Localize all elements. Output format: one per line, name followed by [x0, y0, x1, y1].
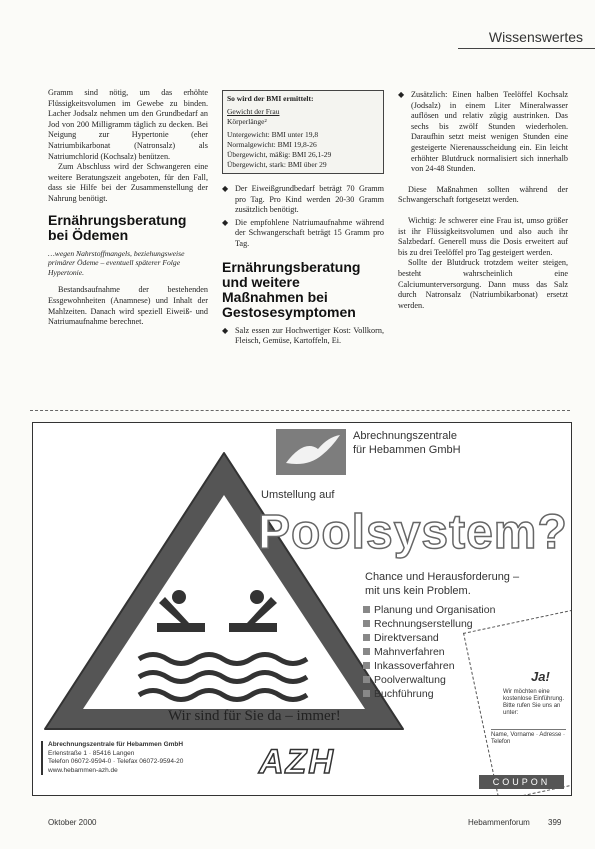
chance-line-1: Chance und Herausforderung – [365, 571, 520, 583]
coupon-fields: Name, Vorname · Adresse · Telefon [491, 729, 566, 746]
bmi-row: Untergewicht: BMI unter 19,8 [227, 130, 319, 139]
service-label: Inkassoverfahren [374, 660, 455, 672]
warning-triangle-icon [39, 447, 409, 737]
bullet-square-icon [363, 676, 370, 683]
bullet-list [222, 326, 384, 347]
column-2 [222, 90, 384, 349]
azh-logo: AZH [259, 743, 335, 781]
bullet-square-icon [363, 634, 370, 641]
bmi-row: Übergewicht, stark: BMI über 29 [227, 160, 327, 169]
bullet-square-icon [363, 690, 370, 697]
coupon-label: COUPON [479, 775, 564, 789]
coupon-ja: Ja! [531, 669, 550, 684]
contact-street: Erlenstraße 1 · 85416 Langen [48, 749, 135, 757]
header-rule [458, 48, 595, 49]
bullet-list [398, 90, 568, 175]
service-label: Planung und Organisation [374, 604, 496, 616]
paragraph: Sollte der Blutdruck trotzdem weiter steigen, besteht wahrscheinlich eine Calciumunterversorgung. Dann muss das Salz durch Natronsalz (Natriumbikarbonat) ersetzt werden. [398, 258, 568, 310]
section-title: Wissenswertes [488, 29, 583, 45]
section-heading-gestose: Ernährungsberatung und weitere Maßnahmen bei Gestosesymptomen [222, 258, 361, 320]
lead-text: …wegen Nahrstoffmangels, beziehungsweise primärer Ödeme – eventuell späterer Folge Hypertonie. [48, 248, 185, 277]
service-label: Buchführung [374, 688, 434, 700]
coupon-text: Wir möchten eine kostenlose Einführung. Bitte rufen Sie uns an unter: [503, 689, 565, 716]
list-item: ◆ Der Eiweißgrundbedarf beträgt 70 Gramm pro Tag. Pro Kind werden 20-30 Gramm zusätzlich benötigt. [222, 184, 384, 216]
footer-journal: Hebammenforum [468, 818, 530, 827]
service-label: Direktversand [374, 632, 439, 644]
paragraph: Zum Abschluss wird der Schwangeren eine weitere Beratungszeit angeboten, für den Fall, dass sie Hilfe bei der Zusammenstellung der Nahrung benötigt. [48, 162, 208, 203]
bullet-list [222, 184, 384, 250]
paragraph: Gramm sind nötig, um das erhöhte Flüssigkeitsvolumen im Gewebe zu binden. Lacher Jodsalz nehmen um den Grundbedarf an Jod von 200 Milligramm täglich zu decken. Bei Neigung zur Hypertonie (eher Natriumbikarbonat (Natronsalz) als Natriumchlorid (Kochsalz) benützen. [48, 88, 208, 161]
bmi-info-box [222, 90, 384, 174]
advertisement [32, 422, 572, 796]
bullet-square-icon [363, 620, 370, 627]
chance-line-2: mit uns kein Problem. [365, 585, 471, 597]
column-3 [398, 90, 568, 311]
list-item: ◆ Die empfohlene Natriumaufnahme während der Schwangerschaft beträgt 15 Gramm pro Tag. [222, 218, 384, 250]
service-item [363, 603, 495, 617]
chance-text [365, 570, 519, 598]
service-label: Rechnungserstellung [374, 618, 473, 630]
bullet-square-icon [363, 648, 370, 655]
contact-web: www.hebammen-azh.de [48, 766, 118, 774]
contact-block [41, 741, 258, 775]
ad-subtitle: Umstellung auf [261, 489, 335, 501]
bmi-formula-denominator: Körperlänge² [227, 117, 267, 126]
bullet-square-icon [363, 606, 370, 613]
service-label: Mahnverfahren [374, 646, 445, 658]
divider [30, 410, 570, 411]
footer-date: Oktober 2000 [48, 818, 97, 827]
page-number: 399 [548, 818, 562, 827]
service-item [363, 617, 495, 631]
paragraph: Bestandsaufnahme der bestehenden Essgewohnheiten (Anamnese) und Inhalt der Mahlzeiten. Danach wird speziell Eiweiß- und Natriumaufnahme berechnet. [48, 285, 208, 327]
bmi-row: Übergewicht, mäßig: BMI 26,1-29 [227, 150, 332, 159]
ad-headline: Poolsystem? [258, 506, 568, 559]
section-heading-oedeme: Ernährungsberatung bei Ödemen [48, 211, 187, 243]
company-line-1: Abrechnungszentrale [353, 430, 457, 442]
paragraph: Diese Maßnahmen sollten während der Schwangerschaft fortgesetzt werden. [398, 184, 568, 205]
bullet-square-icon [363, 662, 370, 669]
contact-phone: Telefon 06072-9594-0 · Telefax 06072-9594-20 [48, 758, 184, 765]
contact-name: Abrechnungszentrale für Hebammen GmbH [48, 741, 184, 748]
company-line-2: für Hebammen GmbH [353, 444, 461, 456]
column-1 [48, 88, 208, 328]
paragraph: Wichtig: Je schwerer eine Frau ist, umso größer ist ihr Flüssigkeitsvolumen und also auch ihr Salzbedarf. Generell muss die Dosis erweitert auf bis zu drei Teelöffel pro Tag gesteigert werden. [398, 215, 568, 257]
service-label: Poolverwaltung [374, 674, 446, 686]
list-item: ◆ Zusätzlich: Einen halben Teelöffel Kochsalz (Jodsalz) in einem Liter Mineralwasser auflösen und relativ zügig austrinken. Das sechs bis zwölf Stunden wiederholen. Daraufhin setzt meist wenigen Stunden eine gesteigerte Nierenausscheidung ein. Ein leicht erhöhter Blutdruck normalisiert sich innerhalb von 24-48 Stunden. [398, 90, 568, 175]
ad-slogan: Wir sind für Sie da – immer! [168, 708, 341, 724]
bmi-box-title: So wird der BMI ermittelt: [227, 94, 314, 103]
bmi-row: Normalgewicht: BMI 19,8-26 [227, 140, 317, 149]
bmi-formula-numerator: Gewicht der Frau [227, 107, 280, 116]
list-item: ◆ Salz essen zur Hochwertiger Kost: Vollkorn, Fleisch, Gemüse, Kartoffeln, Ei. [222, 326, 384, 347]
